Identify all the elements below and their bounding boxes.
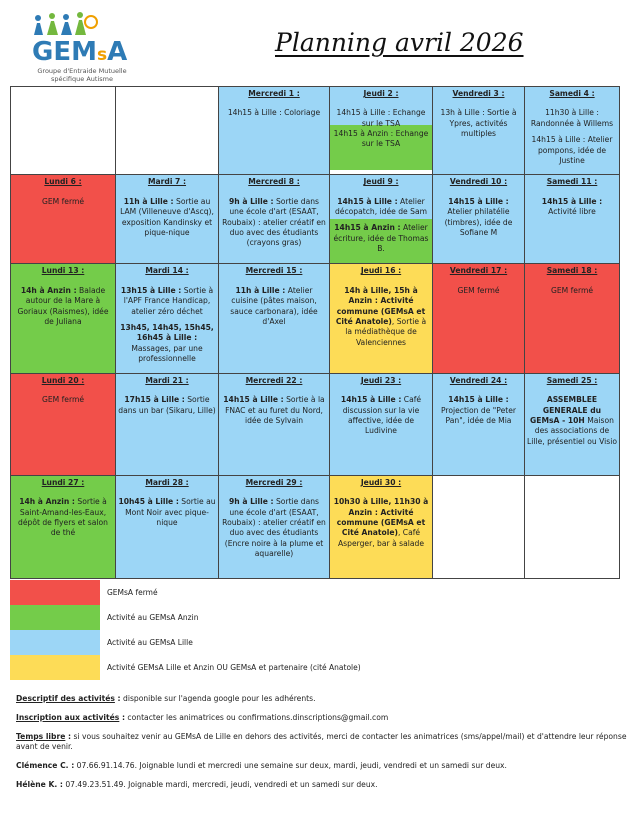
event-text: 14h15 à Lille : Activité libre bbox=[541, 196, 603, 217]
color-legend bbox=[10, 580, 610, 680]
day-label: Mercredi 22 : bbox=[245, 375, 303, 385]
day-label: Lundi 13 : bbox=[41, 266, 85, 276]
day-label: Mardi 21 : bbox=[145, 375, 189, 385]
legend-swatch-yellow bbox=[10, 655, 100, 680]
legend-label: Activité au GEMsA Anzin bbox=[107, 613, 199, 622]
day-label: Jeudi 16 : bbox=[360, 266, 402, 276]
note-temps-libre: Temps libre : si vous souhaitez venir au GEMsA de Lille en dehors des activités, merci de contacter les animatrices (sms/appel/mail) et d'attendre leur réponse avant de venir. bbox=[16, 732, 627, 751]
day-label: Jeudi 2 : bbox=[363, 89, 399, 98]
gemsa-logo bbox=[20, 8, 130, 84]
legend-label: GEMsA fermé bbox=[107, 588, 158, 597]
notes-section bbox=[16, 694, 628, 799]
calendar-cell-mardi-21 bbox=[116, 373, 219, 475]
note-descriptif: Descriptif des activités : disponible sur l'agenda google pour les adhérents. bbox=[16, 694, 316, 703]
calendar-cell-empty bbox=[525, 475, 620, 578]
day-label: Lundi 20 : bbox=[41, 375, 85, 385]
calendar-cell-empty bbox=[433, 475, 525, 578]
event-text: 14h à Anzin : Balade autour de la Mare à Goriaux (Raismes), idée de Juliana bbox=[17, 285, 109, 327]
legend-item-closed bbox=[10, 580, 610, 605]
calendar-cell-jeudi-30 bbox=[330, 475, 433, 578]
day-label: Mardi 14 : bbox=[145, 266, 189, 276]
calendar-cell-jeudi-16 bbox=[330, 264, 433, 373]
event-text: 14h15 à Lille : Coloriage bbox=[227, 108, 321, 118]
calendar-cell-mardi-7 bbox=[116, 175, 219, 264]
day-label: Mardi 7 : bbox=[147, 177, 187, 187]
event-text: 13h45, 14h45, 15h45, 16h45 à Lille : Massages, par une professionnelle bbox=[120, 323, 214, 364]
day-label: Vendredi 10 : bbox=[449, 177, 508, 187]
day-label: Mercredi 29 : bbox=[245, 477, 303, 487]
day-label: Jeudi 30 : bbox=[360, 477, 402, 487]
event-text: GEM fermé bbox=[41, 395, 85, 405]
day-label: Mercredi 1 : bbox=[248, 89, 300, 98]
calendar-cell-lundi-27 bbox=[11, 475, 116, 578]
calendar-cell-lundi-13 bbox=[11, 264, 116, 373]
calendar-cell-lundi-6 bbox=[11, 175, 116, 264]
calendar-cell-vendredi-17 bbox=[433, 264, 525, 373]
event-text: 14h à Lille, 15h à Anzin : Activité commune (GEMsA et Cité Anatole), Sortie à la médiathèque de Valenciennes bbox=[335, 285, 427, 347]
event-text: 9h à Lille : Sortie dans une école d'art (ESAAT, Roubaix) : atelier créatif en duo avec des étudiants (crayons gras) bbox=[222, 196, 326, 248]
day-label: Jeudi 9 : bbox=[363, 177, 399, 187]
event-text: 11h à Lille : Atelier cuisine (pâtes maison, sauce carbonara), idée d'Axel bbox=[230, 285, 318, 327]
day-label: Mercredi 8 : bbox=[248, 177, 300, 187]
calendar-cell-jeudi-23 bbox=[330, 373, 433, 475]
calendar-cell-vendredi-10 bbox=[433, 175, 525, 264]
day-label: Mardi 28 : bbox=[145, 477, 189, 487]
calendar-cell-empty bbox=[116, 87, 219, 175]
legend-swatch-green bbox=[10, 605, 100, 630]
event-text: 14h15 à Lille : Echange sur le TSA bbox=[336, 108, 426, 128]
note-contact-clemence: Clémence C. : 07.66.91.14.76. Joignable lundi et mercredi une semaine sur deux, mardi, jeudi, vendredi et un samedi sur deux. bbox=[16, 761, 507, 770]
event-text: 14h15 à Lille : Projection de "Peter Pan", idée de Mia bbox=[440, 395, 517, 425]
logo-figures-icon bbox=[28, 10, 98, 36]
calendar-cell-vendredi-3 bbox=[433, 87, 525, 175]
event-text: GEM fermé bbox=[41, 196, 85, 206]
event-text: 14h15 à Lille : Atelier philatélie (timbres), idée de Sofiane M bbox=[444, 196, 513, 238]
event-text: 14h15 à Lille : Sortie à la FNAC et au furet du Nord, idée de Sylvain bbox=[223, 395, 325, 425]
event-text: 14h15 à Lille : Atelier décopatch, idée de Sam bbox=[334, 196, 428, 217]
calendar-cell-jeudi-2 bbox=[330, 87, 433, 175]
calendar-cell-mardi-14 bbox=[116, 264, 219, 373]
event-text: 13h à Lille : Sortie à Ypres, activités multiples bbox=[440, 108, 517, 139]
event-text: 17h15 à Lille : Sortie dans un bar (Sikaru, Lille) bbox=[118, 395, 216, 415]
calendar-cell-samedi-4 bbox=[525, 87, 620, 175]
event-text: 14h15 à Anzin : Echange sur le TSA bbox=[333, 129, 429, 149]
calendar-cell-jeudi-9 bbox=[330, 175, 433, 264]
day-label: Samedi 25 : bbox=[546, 375, 598, 385]
event-text: 13h15 à Lille : Sortie à l'APF France Handicap, atelier zéro déchet bbox=[120, 285, 214, 316]
calendar-cell-mercredi-29 bbox=[219, 475, 330, 578]
day-label: Samedi 4 : bbox=[549, 89, 595, 98]
logo-subtitle: Groupe d'Entraide Mutuelle spécifique Autisme bbox=[37, 67, 127, 83]
calendar-cell-mercredi-15 bbox=[219, 264, 330, 373]
calendar-cell-samedi-25 bbox=[525, 373, 620, 475]
event-text: 11h30 à Lille : Randonnée à Willems bbox=[530, 108, 614, 128]
legend-swatch-blue bbox=[10, 630, 100, 655]
calendar-cell-mardi-28 bbox=[116, 475, 219, 578]
legend-label: Activité au GEMsA Lille bbox=[107, 638, 193, 647]
legend-label: Activité GEMsA Lille et Anzin OU GEMsA et partenaire (cité Anatole) bbox=[107, 663, 361, 672]
event-text: 14h15 à Anzin : Atelier écriture, idée de Thomas B. bbox=[333, 223, 429, 254]
event-text: GEM fermé bbox=[457, 285, 500, 295]
calendar-cell-mercredi-22 bbox=[219, 373, 330, 475]
day-label: Vendredi 24 : bbox=[449, 375, 508, 385]
calendar-cell-vendredi-24 bbox=[433, 373, 525, 475]
note-contact-helene: Hélène K. : 07.49.23.51.49. Joignable mardi, mercredi, jeudi, vendredi et un samedi sur deux. bbox=[16, 780, 378, 789]
day-label: Vendredi 17 : bbox=[449, 266, 508, 276]
calendar-cell-samedi-11 bbox=[525, 175, 620, 264]
event-text: 9h à Lille : Sortie dans une école d'art (ESAAT, Roubaix) : atelier créatif en duo avec des étudiants (Encre noire à la plume et aquarelle) bbox=[222, 497, 326, 559]
event-text: ASSEMBLEE GENERALE du GEMsA - 10H Maison des associations de Lille, présentiel ou Visio bbox=[527, 395, 617, 446]
event-text: 14h15 à Lille : Café discussion sur la vie affective, idée de Ludivine bbox=[340, 395, 422, 436]
event-text: 10h30 à Lille, 11h30 à Anzin : Activité commune (GEMsA et Cité Anatole), Café Asperger, bar à salade bbox=[333, 497, 429, 548]
day-label: Vendredi 3 : bbox=[452, 89, 505, 98]
calendar-cell-lundi-20 bbox=[11, 373, 116, 475]
event-text: 14h15 à Lille : Atelier pompons, idée de Justine bbox=[531, 135, 613, 166]
page-title: Planning avril 2026 bbox=[275, 28, 524, 57]
day-label: Lundi 6 : bbox=[44, 177, 82, 187]
calendar-cell-empty bbox=[11, 87, 116, 175]
logo-wordmark: GEMsA bbox=[32, 37, 128, 67]
day-label: Lundi 27 : bbox=[41, 477, 85, 487]
calendar-cell-mercredi-1 bbox=[219, 87, 330, 175]
legend-item-anzin bbox=[10, 605, 610, 630]
day-label: Samedi 11 : bbox=[546, 177, 598, 187]
day-label: Jeudi 23 : bbox=[360, 375, 402, 385]
day-label: Mercredi 15 : bbox=[245, 266, 303, 276]
day-label: Samedi 18 : bbox=[546, 266, 598, 276]
legend-item-joint bbox=[10, 655, 610, 680]
planning-calendar bbox=[10, 86, 620, 579]
legend-item-lille bbox=[10, 630, 610, 655]
event-text: 14h à Anzin : Sortie à Saint-Amand-les-Eaux, dépôt de flyers et salon de thé bbox=[18, 497, 108, 538]
event-text: GEM fermé bbox=[550, 285, 594, 295]
note-inscription: Inscription aux activités : contacter les animatrices ou confirmations.dinscriptions@gmail.com bbox=[16, 713, 389, 722]
calendar-cell-mercredi-8 bbox=[219, 175, 330, 264]
event-text: 11h à Lille : Sortie au LAM (Villeneuve d'Ascq), exposition Kandinsky et pique-nique bbox=[120, 196, 214, 238]
legend-swatch-red bbox=[10, 580, 100, 605]
event-text: 10h45 à Lille : Sortie au Mont Noir avec pique-nique bbox=[118, 497, 216, 527]
calendar-cell-samedi-18 bbox=[525, 264, 620, 373]
